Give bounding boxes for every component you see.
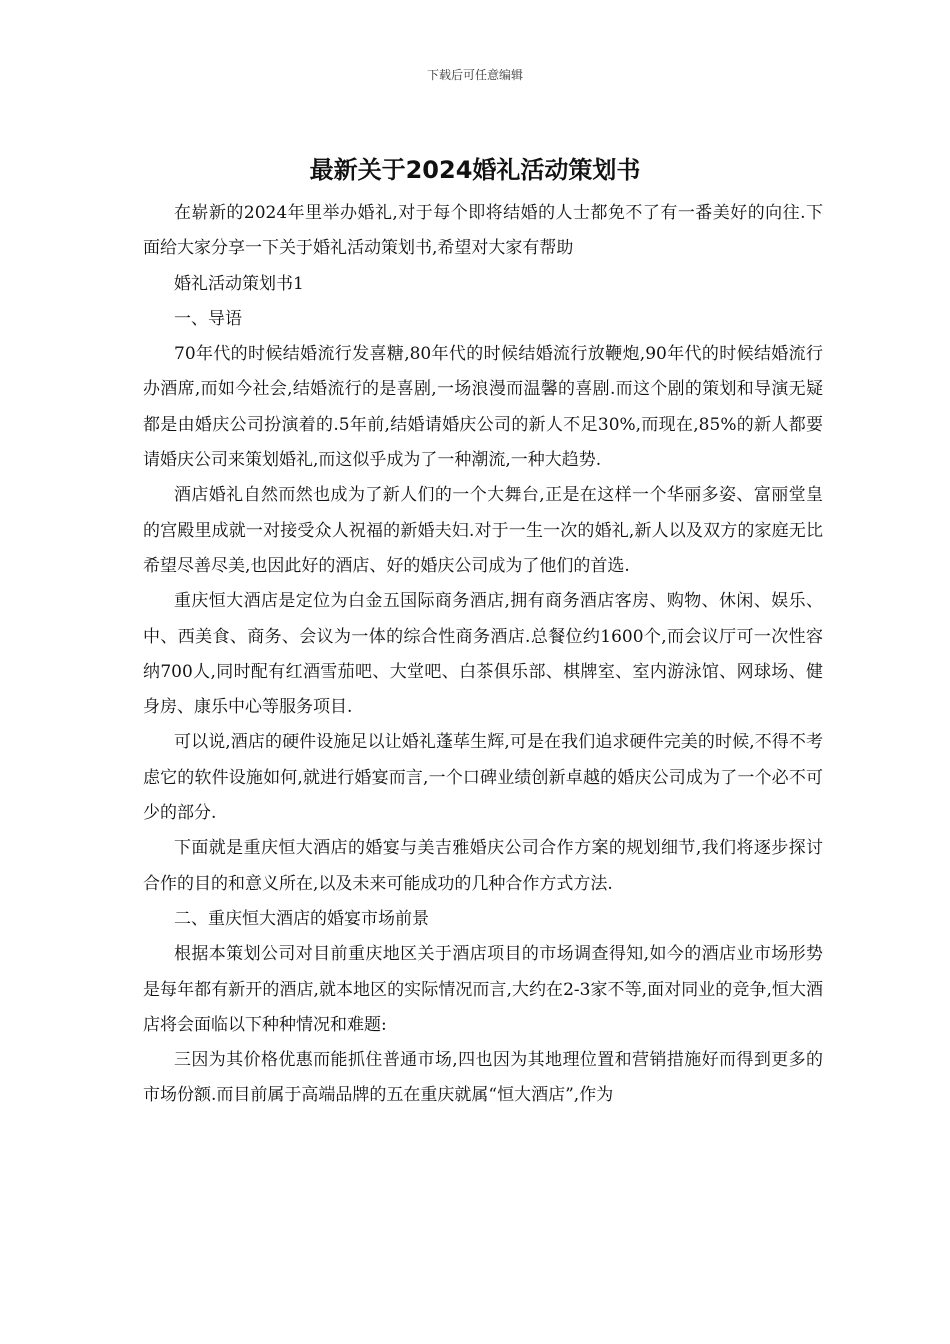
intro-paragraph: 在崭新的2024年里举办婚礼,对于每个即将结婚的人士都免不了有一番美好的向往.下面给大家分享一下关于婚礼活动策划书,希望对大家有帮助 [143, 203, 823, 259]
section-label-plan-1: 婚礼活动策划书1 [174, 273, 304, 294]
body-paragraph: 70年代的时候结婚流行发喜糖,80年代的时候结婚流行放鞭炮,90年代的时候结婚流行办酒席,而如今社会,结婚流行的是喜剧,一场浪漫而温馨的喜剧.而这个剧的策划和导演无疑都是由婚庆公司扮演着的.5年前,结婚请婚庆公司的新人不足30%,而现在,85%的新人都要请婚庆公司来策划婚礼,而这似乎成为了一种潮流,一种大趋势. [143, 344, 823, 471]
body-paragraph: 根据本策划公司对目前重庆地区关于酒店项目的市场调查得知,如今的酒店业市场形势是每年都有新开的酒店,就本地区的实际情况而言,大约在2-3家不等,面对同业的竞争,恒大酒店将会面临以下种种情况和难题: [143, 944, 823, 1035]
header-note: 下载后可任意编辑 [426, 68, 523, 82]
heading-market-outlook: 二、重庆恒大酒店的婚宴市场前景 [174, 908, 429, 929]
document-body [143, 196, 823, 1114]
heading-preface: 一、导语 [174, 308, 242, 329]
body-paragraph: 三因为其价格优惠而能抓住普通市场,四也因为其地理位置和营销措施好而得到更多的市场份额.而目前属于高端品牌的五在重庆就属“恒大酒店”,作为 [143, 1050, 823, 1106]
document-title: 最新关于2024婚礼活动策划书 [309, 156, 641, 184]
body-paragraph: 可以说,酒店的硬件设施足以让婚礼蓬荜生辉,可是在我们追求硬件完美的时候,不得不考虑它的软件设施如何,就进行婚宴而言,一个口碑业绩创新卓越的婚庆公司成为了一个必不可少的部分. [143, 732, 823, 824]
body-paragraph: 重庆恒大酒店是定位为白金五国际商务酒店,拥有商务酒店客房、购物、休闲、娱乐、中、西美食、商务、会议为一体的综合性商务酒店.总餐位约1600个,而会议厅可一次性容纳700人,同时配有红酒雪茄吧、大堂吧、白茶俱乐部、棋牌室、室内游泳馆、网球场、健身房、康乐中心等服务项目. [143, 591, 823, 718]
body-paragraph: 下面就是重庆恒大酒店的婚宴与美吉雅婚庆公司合作方案的规划细节,我们将逐步探讨合作的目的和意义所在,以及未来可能成功的几种合作方式方法. [143, 838, 823, 894]
body-paragraph: 酒店婚礼自然而然也成为了新人们的一个大舞台,正是在这样一个华丽多姿、富丽堂皇的宫殿里成就一对接受众人祝福的新婚夫妇.对于一生一次的婚礼,新人以及双方的家庭无比希望尽善尽美,也因此好的酒店、好的婚庆公司成为了他们的首选. [143, 485, 823, 576]
